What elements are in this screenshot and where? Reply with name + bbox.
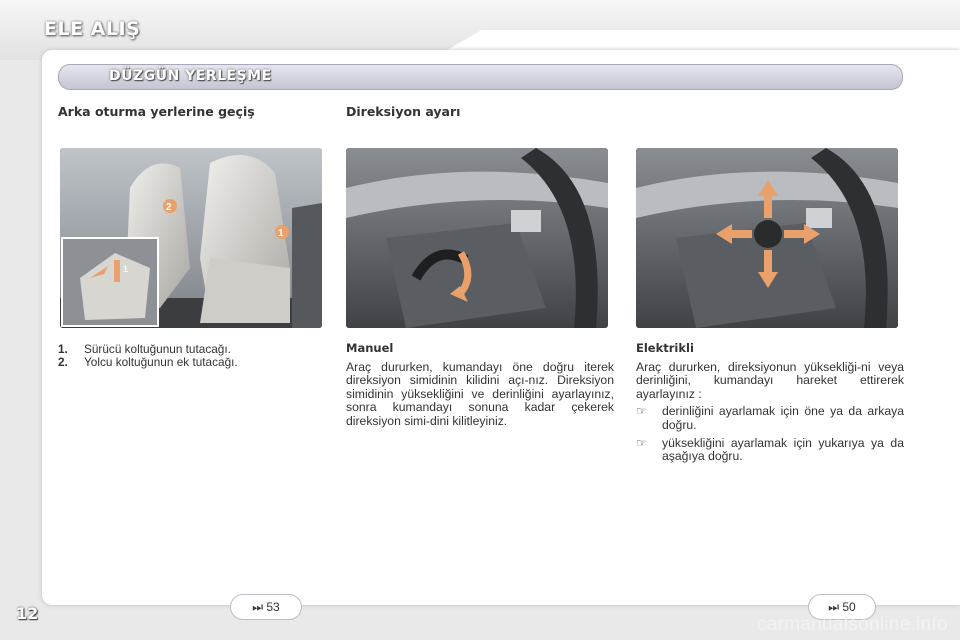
callout-1: 1 [278, 228, 284, 239]
electric-steering-photo [636, 148, 898, 328]
electric-subheading: Elektrikli [636, 341, 694, 355]
manual-steering-photo [346, 148, 608, 328]
chapter-title: ELE ALIŞ [44, 18, 141, 40]
seat-photo [60, 148, 322, 328]
bullet-item [636, 437, 904, 464]
list-text: Sürücü koltuğunun tutacağı. [84, 342, 231, 356]
bullet-text: derinliğini ayarlamak için öne ya da arkaya doğru. [662, 404, 904, 432]
page-number: 12 [16, 604, 39, 623]
list-item [58, 355, 238, 369]
watermark: carmanualsonline.info [756, 614, 948, 635]
bullet-text: yüksekliğini ayarlamak için yukarıya ya da aşağıya doğru. [662, 435, 904, 464]
page-reference-53[interactable]: ⏭ 53 [230, 594, 302, 620]
electric-section [636, 342, 904, 464]
page-reference-50[interactable]: ⏭ 50 [808, 594, 876, 620]
list-text: Yolcu koltuğunun ek tutacağı. [84, 355, 238, 369]
pointing-hand-icon: ☞ [636, 435, 647, 450]
manual-subheading: Manuel [346, 341, 394, 355]
middle-heading: Direksiyon ayarı [346, 104, 461, 119]
section-banner [58, 64, 903, 90]
manual-section [346, 342, 614, 429]
list-item [58, 342, 231, 356]
pointing-hand-icon: ☞ [636, 404, 647, 419]
left-heading: Arka oturma yerlerine geçiş [58, 104, 255, 119]
callout-1-inset: 1 [123, 264, 129, 274]
electric-body: Araç dururken, direksiyonun yüksekliği-ni veya derinliğini, kumandayı hareket ettirerek ayarlayınız : [636, 359, 904, 401]
bullet-item [636, 405, 904, 432]
callout-2: 2 [166, 202, 172, 213]
list-number: 1. [58, 342, 68, 356]
manual-body: Araç dururken, kumandayı öne doğru iterek direksiyon simidinin kilidini açı-nız. Direksiyon simidinin yüksekliğini ve derinliğini ayarlayınız, sonra kumandayı sonuna kadar çekerek direksiyon simi-dini kilitleyiniz. [346, 359, 614, 428]
list-number: 2. [58, 355, 68, 369]
section-title: DÜZGÜN YERLEŞME [109, 68, 272, 84]
